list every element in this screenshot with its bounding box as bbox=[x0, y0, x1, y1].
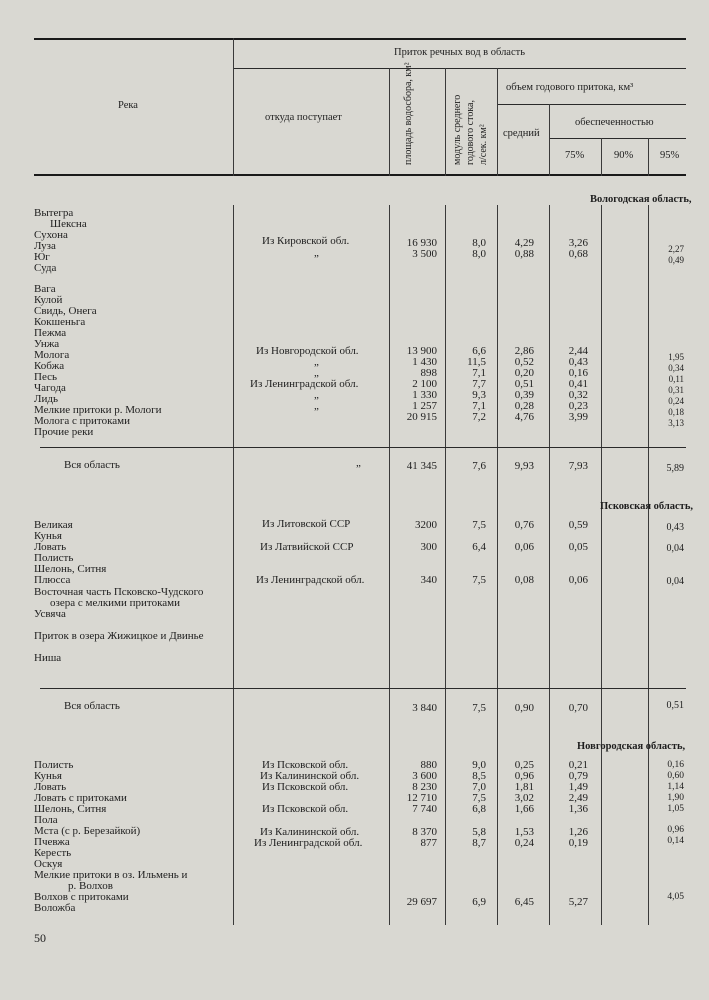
p75-cell: 0,19 bbox=[568, 837, 588, 849]
p95-cell: 0,11 bbox=[668, 374, 684, 384]
section-novgorod: Новгородская область, bbox=[577, 741, 686, 752]
river-name: Луза bbox=[34, 240, 56, 252]
modulus-cell: 6,8 bbox=[472, 803, 486, 815]
river-name: Кунья bbox=[34, 530, 62, 542]
river-name: Пчевжа bbox=[34, 836, 70, 848]
river-name: Мста (с р. Березайкой) bbox=[34, 825, 141, 837]
mean-cell: 0,88 bbox=[514, 248, 534, 260]
river-name: Приток в озера Жижицкое и Двинье bbox=[34, 630, 204, 642]
river-name: Плюсса bbox=[34, 574, 71, 586]
body-divider-6 bbox=[601, 205, 602, 925]
area-cell: 3 500 bbox=[412, 248, 437, 260]
mean-cell: 1,53 bbox=[514, 826, 534, 838]
from-cell: Из Кировской обл. bbox=[262, 235, 350, 247]
river-name: Мелкие притоки в оз. Ильмень и bbox=[34, 869, 188, 881]
modulus-cell: 6,9 bbox=[472, 896, 486, 908]
mean-cell: 0,25 bbox=[514, 759, 534, 771]
p95-cell: 0,34 bbox=[668, 363, 684, 373]
river-name: Чагода bbox=[34, 382, 66, 394]
col-divider-from bbox=[389, 68, 390, 176]
col-divider-river bbox=[233, 38, 234, 176]
river-name: Сухона bbox=[34, 229, 68, 241]
p95-cell: 0,16 bbox=[667, 760, 684, 770]
area-cell: 1 330 bbox=[412, 389, 437, 401]
section-vologda: Вологодская область, bbox=[590, 194, 692, 205]
from-cell: Из Ленинградской обл. bbox=[256, 574, 365, 586]
p95-cell: 1,90 bbox=[667, 793, 684, 803]
modulus-cell: 7,0 bbox=[472, 781, 486, 793]
p75-cell: 1,49 bbox=[568, 781, 588, 793]
river-name: Прочие реки bbox=[34, 426, 94, 438]
header-p90: 90% bbox=[614, 150, 634, 161]
header-mean: средний bbox=[503, 128, 540, 139]
river-name: Шексна bbox=[50, 218, 87, 230]
mean-cell: 3,02 bbox=[514, 792, 534, 804]
modulus-cell: 9,3 bbox=[472, 389, 486, 401]
p75-cell: 0,23 bbox=[568, 400, 588, 412]
p75-cell: 5,27 bbox=[568, 896, 588, 908]
river-name: Кулой bbox=[34, 294, 63, 306]
area-cell: 3200 bbox=[415, 519, 437, 531]
header-inflow: Приток речных вод в область bbox=[394, 47, 526, 58]
river-name: Кобжа bbox=[34, 360, 65, 372]
modulus-cell: 7,5 bbox=[472, 702, 486, 714]
river-name: Полисть bbox=[34, 552, 74, 564]
river-name: Унжа bbox=[34, 338, 60, 350]
p95-cell: 0,24 bbox=[668, 396, 684, 406]
modulus-cell: 7,5 bbox=[472, 792, 486, 804]
header-area: площадь водосбора, км² bbox=[403, 62, 414, 165]
mean-cell: 6,45 bbox=[514, 896, 534, 908]
header-modulus-3: л/сек. км² bbox=[478, 124, 489, 165]
from-cell: „ bbox=[314, 367, 319, 379]
area-cell: 12 710 bbox=[406, 792, 437, 804]
from-cell: Из Псковской обл. bbox=[262, 781, 349, 793]
mean-cell: 0,08 bbox=[514, 574, 534, 586]
river-name: Волхов с притоками bbox=[34, 891, 129, 903]
modulus-cell: 8,7 bbox=[472, 837, 486, 849]
pskov-total-rule bbox=[40, 688, 686, 689]
river-name: Воложба bbox=[34, 902, 76, 914]
body-divider-5 bbox=[549, 205, 550, 925]
river-name: Вага bbox=[34, 283, 56, 295]
header-bottom-rule bbox=[34, 174, 686, 176]
area-cell: 880 bbox=[420, 759, 437, 771]
mean-cell: 0,51 bbox=[514, 378, 534, 390]
mean-cell: 0,24 bbox=[514, 837, 534, 849]
mean-cell: 1,81 bbox=[514, 781, 534, 793]
p95-cell: 0,18 bbox=[668, 407, 684, 417]
area-cell: 29 697 bbox=[406, 896, 437, 908]
mean-cell: 4,76 bbox=[514, 411, 534, 423]
mean-cell: 0,76 bbox=[514, 519, 534, 531]
river-name: Юг bbox=[34, 251, 50, 263]
col-divider-p75 bbox=[601, 138, 602, 176]
area-cell: 16 930 bbox=[406, 237, 437, 249]
area-cell: 300 bbox=[420, 541, 437, 553]
river-name: Кокшеньга bbox=[34, 316, 86, 328]
header-rule-prob bbox=[549, 138, 686, 139]
mean-cell: 2,86 bbox=[514, 345, 534, 357]
p95-cell: 1,05 bbox=[667, 804, 684, 814]
modulus-cell: 5,8 bbox=[472, 826, 486, 838]
mean-cell: 0,20 bbox=[514, 367, 534, 379]
vologda-total-rule bbox=[40, 447, 686, 448]
modulus-cell: 8,0 bbox=[472, 248, 486, 260]
p95-cell: 0,96 bbox=[667, 825, 684, 835]
river-name: Ниша bbox=[34, 652, 62, 664]
river-name: Усвяча bbox=[34, 608, 66, 620]
p95-cell: 0,31 bbox=[668, 385, 684, 395]
total-label: Вся область bbox=[64, 459, 120, 471]
area-cell: 41 345 bbox=[406, 460, 437, 472]
area-cell: 1 257 bbox=[412, 400, 437, 412]
p95-cell: 0,04 bbox=[666, 576, 684, 587]
header-from: откуда поступает bbox=[265, 112, 342, 123]
area-cell: 2 100 bbox=[412, 378, 437, 390]
mean-cell: 0,52 bbox=[514, 356, 534, 368]
area-cell: 340 bbox=[420, 574, 437, 586]
from-cell: Из Калининской обл. bbox=[260, 826, 360, 838]
p75-cell: 0,06 bbox=[568, 574, 588, 586]
mean-cell: 4,29 bbox=[514, 237, 534, 249]
river-name: Вытегра bbox=[34, 207, 74, 219]
area-cell: 20 915 bbox=[406, 411, 437, 423]
river-name: Ловать bbox=[34, 541, 67, 553]
from-cell: Из Новгородской обл. bbox=[256, 345, 359, 357]
p75-cell: 0,59 bbox=[568, 519, 588, 531]
table-top-rule bbox=[34, 38, 686, 40]
river-name: Лидь bbox=[34, 393, 58, 405]
area-cell: 3 600 bbox=[412, 770, 437, 782]
col-divider-mean bbox=[549, 104, 550, 176]
p75-cell: 1,36 bbox=[568, 803, 588, 815]
total-label: Вся область bbox=[64, 700, 120, 712]
from-cell: Из Ленинградской обл. bbox=[250, 378, 359, 390]
from-cell: „ bbox=[314, 389, 319, 401]
river-name: Молога с притоками bbox=[34, 415, 130, 427]
area-cell: 7 740 bbox=[412, 803, 437, 815]
header-modulus-2: годового стока, bbox=[465, 100, 476, 165]
river-name: Ловать с притоками bbox=[34, 792, 127, 804]
river-name: Песь bbox=[34, 371, 57, 383]
header-probability: обеспеченностью bbox=[575, 117, 654, 128]
p75-cell: 0,70 bbox=[568, 702, 588, 714]
p95-cell: 0,60 bbox=[667, 771, 684, 781]
modulus-cell: 6,4 bbox=[472, 541, 486, 553]
area-cell: 877 bbox=[420, 837, 437, 849]
header-modulus-1: модуль среднего bbox=[452, 94, 463, 165]
body-divider-7 bbox=[648, 205, 649, 925]
area-cell: 8 370 bbox=[412, 826, 437, 838]
p75-cell: 1,26 bbox=[568, 826, 588, 838]
river-name: Молога bbox=[34, 349, 70, 361]
p95-cell: 5,89 bbox=[666, 463, 684, 474]
modulus-cell: 8,5 bbox=[472, 770, 486, 782]
river-name: Пежма bbox=[34, 327, 67, 339]
river-name: Полисть bbox=[34, 759, 74, 771]
p75-cell: 0,43 bbox=[568, 356, 588, 368]
river-name: Пола bbox=[34, 814, 58, 826]
from-cell: Из Псковской обл. bbox=[262, 759, 349, 771]
body-divider-2 bbox=[389, 205, 390, 925]
modulus-cell: 6,6 bbox=[472, 345, 486, 357]
river-name: Восточная часть Псковско-Чудского bbox=[34, 586, 204, 598]
area-cell: 898 bbox=[420, 367, 437, 379]
p75-cell: 0,68 bbox=[568, 248, 588, 260]
section-pskov: Псковская область, bbox=[600, 501, 694, 512]
river-name: Кунья bbox=[34, 770, 62, 782]
p95-cell: 0,14 bbox=[667, 836, 684, 846]
p75-cell: 0,05 bbox=[568, 541, 588, 553]
modulus-cell: 8,0 bbox=[472, 237, 486, 249]
river-name: Шелонь, Ситня bbox=[34, 563, 107, 575]
area-cell: 13 900 bbox=[406, 345, 437, 357]
river-name: Свидь, Онега bbox=[34, 305, 97, 317]
p95-cell: 1,14 bbox=[667, 782, 684, 792]
river-name: Шелонь, Ситня bbox=[34, 803, 107, 815]
p95-cell: 0,51 bbox=[666, 700, 684, 711]
p95-cell: 0,49 bbox=[668, 255, 684, 265]
modulus-cell: 9,0 bbox=[472, 759, 486, 771]
p95-cell: 4,05 bbox=[667, 892, 684, 902]
col-divider-modulus bbox=[497, 68, 498, 176]
modulus-cell: 7,7 bbox=[472, 378, 486, 390]
modulus-cell: 7,1 bbox=[472, 400, 486, 412]
river-name: Ловать bbox=[34, 781, 67, 793]
body-divider-3 bbox=[445, 205, 446, 925]
from-cell: „ bbox=[314, 247, 319, 259]
from-cell: „ bbox=[314, 356, 319, 368]
p75-cell: 2,44 bbox=[568, 345, 588, 357]
area-cell: 8 230 bbox=[412, 781, 437, 793]
modulus-cell: 7,1 bbox=[472, 367, 486, 379]
p75-cell: 0,16 bbox=[568, 367, 588, 379]
p95-cell: 0,04 bbox=[666, 543, 684, 554]
body-divider-1 bbox=[233, 205, 234, 925]
modulus-cell: 11,5 bbox=[467, 356, 486, 368]
modulus-cell: 7,2 bbox=[472, 411, 486, 423]
river-name: Суда bbox=[34, 262, 57, 274]
p75-cell: 3,26 bbox=[568, 237, 588, 249]
from-cell: Из Калининской обл. bbox=[260, 770, 360, 782]
from-cell: „ bbox=[356, 457, 361, 469]
from-cell: Из Литовской ССР bbox=[262, 518, 351, 530]
mean-cell: 0,28 bbox=[514, 400, 534, 412]
header-rule-volume bbox=[497, 104, 686, 105]
mean-cell: 0,39 bbox=[514, 389, 534, 401]
header-rule-inflow bbox=[233, 68, 686, 69]
header-volume: объем годового притока, км³ bbox=[506, 82, 634, 93]
header-p75: 75% bbox=[565, 150, 585, 161]
p95-cell: 1,95 bbox=[668, 352, 684, 362]
river-name: озера с мелкими притоками bbox=[50, 597, 180, 609]
river-name: Великая bbox=[34, 519, 73, 531]
page-number: 50 bbox=[34, 931, 46, 945]
col-divider-p90 bbox=[648, 138, 649, 176]
mean-cell: 9,93 bbox=[514, 460, 534, 472]
mean-cell: 0,96 bbox=[514, 770, 534, 782]
modulus-cell: 7,5 bbox=[472, 519, 486, 531]
p95-cell: 2,27 bbox=[668, 244, 684, 254]
mean-cell: 0,06 bbox=[514, 541, 534, 553]
p75-cell: 0,79 bbox=[568, 770, 588, 782]
river-name: Мелкие притоки р. Мологи bbox=[34, 404, 162, 416]
col-divider-area bbox=[445, 68, 446, 176]
modulus-cell: 7,6 bbox=[472, 460, 486, 472]
body-divider-4 bbox=[497, 205, 498, 925]
from-cell: Из Ленинградской обл. bbox=[254, 837, 363, 849]
river-name: Кересть bbox=[34, 847, 72, 859]
p75-cell: 0,21 bbox=[568, 759, 588, 771]
p75-cell: 2,49 bbox=[568, 792, 588, 804]
p95-cell: 3,13 bbox=[668, 418, 684, 428]
header-p95: 95% bbox=[660, 150, 680, 161]
mean-cell: 1,66 bbox=[514, 803, 534, 815]
p75-cell: 0,41 bbox=[568, 378, 588, 390]
p75-cell: 0,32 bbox=[568, 389, 588, 401]
modulus-cell: 7,5 bbox=[472, 574, 486, 586]
from-cell: „ bbox=[314, 400, 319, 412]
area-cell: 1 430 bbox=[412, 356, 437, 368]
from-cell: Из Псковской обл. bbox=[262, 803, 349, 815]
river-name: р. Волхов bbox=[68, 880, 113, 892]
area-cell: 3 840 bbox=[412, 702, 437, 714]
from-cell: Из Латвийской ССР bbox=[260, 541, 354, 553]
p95-cell: 0,43 bbox=[666, 522, 684, 533]
header-river: Река bbox=[118, 100, 138, 111]
p75-cell: 7,93 bbox=[568, 460, 588, 472]
p75-cell: 3,99 bbox=[568, 411, 588, 423]
mean-cell: 0,90 bbox=[514, 702, 534, 714]
river-name: Оскуя bbox=[34, 858, 63, 870]
